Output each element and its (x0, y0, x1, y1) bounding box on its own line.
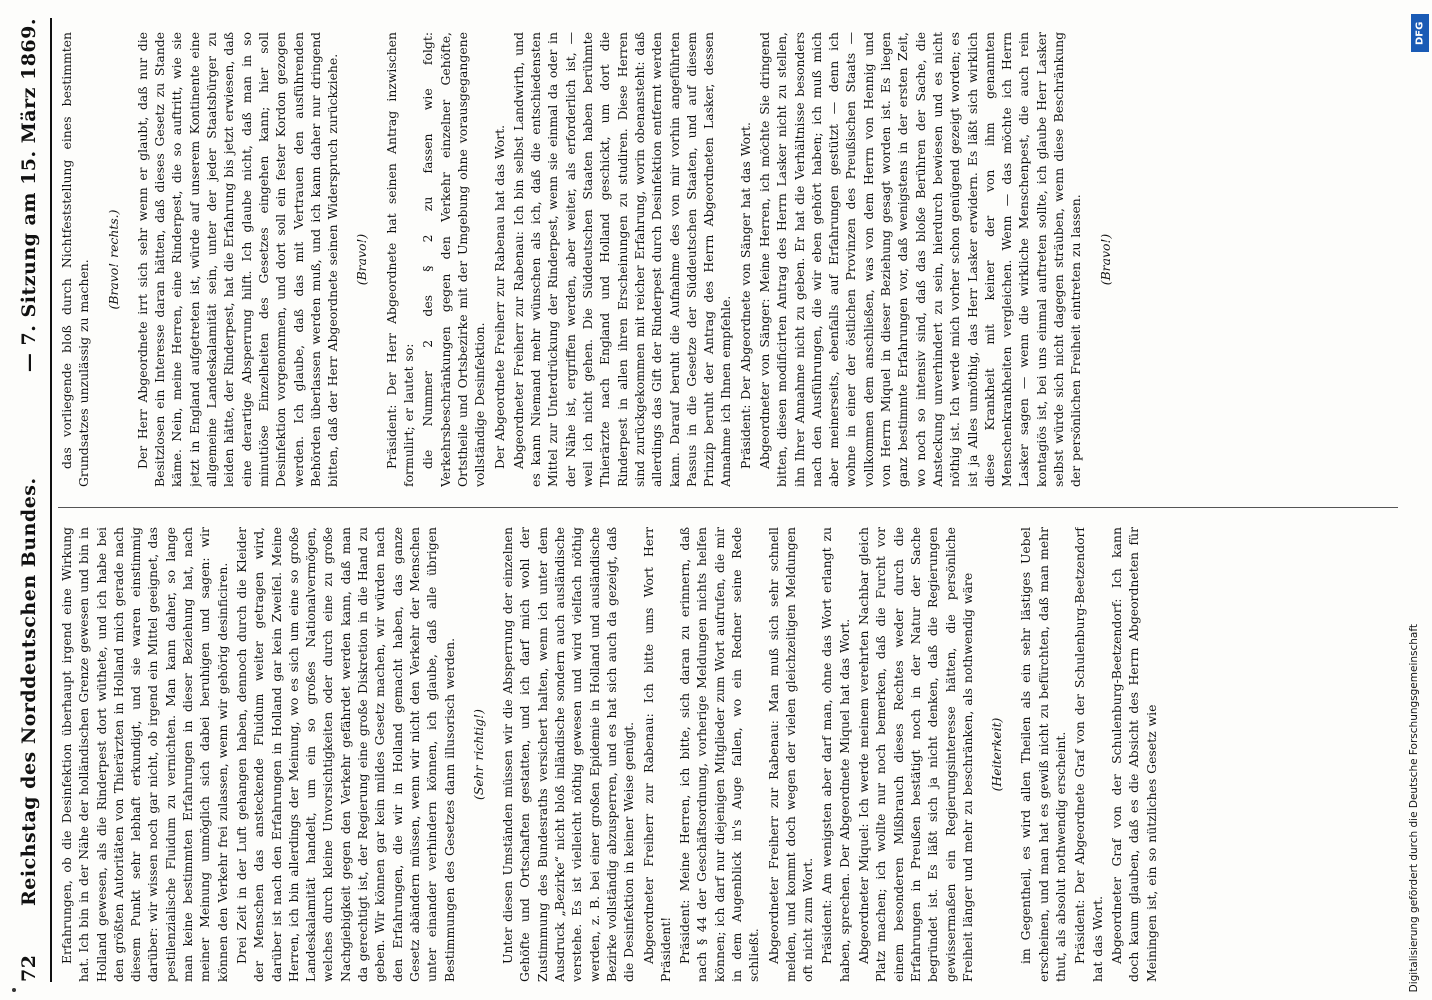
interjection: (Bravo!) (1097, 233, 1113, 286)
dfg-logo-icon: DFG (1411, 14, 1429, 52)
paragraph: Präsident: Am wenigsten aber darf man, ohne das Wort erlangt zu haben, sprechen. Der Abgeordnete Miquel hat das Wort. (819, 527, 852, 982)
paragraph: Abgeordneter von Sänger: Meine Herren, ich möchte Sie dringend bitten, diesen modificirten Antrag des Herrn Lasker nicht zu stellen, ihn Ihrer Annahme nicht zu geben. Er hat die Verhältnisse besonders nach den Ausführungen, die wir eben gehört haben; ich muß mich aber meinerseits, ebenfalls auf Erfahrungen gestützt — denn ich wohne in einer der östlichen Provinzen des Preußischen Staats — vollkommen dem anschließen, was von dem Herrn von Hennig und von Herrn Miquel in dieser Beziehung gesagt worden ist. Es liegen ganz bestimmte Erfahrungen vor, daß wenigstens in der ersten Zeit, wo noch so intensiv sind, daß das bloße Berühren der Sache, die Ansteckung unverhindert zu sein, hierdurch bewiesen und es nicht nöthig ist. Ich werde mich vorher schon genügend gezeigt worden; es ist ja Alles unnöthig, das Herr Lasker erwidern. Es läßt sich wirklich diese Krankheit mit keiner der von ihm genannten Menschenkrankheiten vergleichen. Wenn — das möchte ich Herrn Lasker sagen — wenn die wirkliche Menschenpest, die auch rein kontagiös ist, bei uns einmal auftreten sollte, ich glaube Herr Lasker selbst würde sich nicht dagegen sträuben, wenn diese Beschränkung der persönlichen Freiheit eintreten zu lassen. (756, 32, 1084, 487)
interjection: (Heiterkeit) (989, 717, 1005, 792)
digitization-credit: Digitalisierung gefördert durch die Deutsche Forschungsgemeinschaft (1408, 623, 1420, 992)
paragraph: das vorliegende bloß durch Nichtfeststellung eines bestimmten Grundsatzes unzulässig zu machen. (59, 32, 92, 487)
interjection: (Bravo! rechts.) (105, 209, 121, 310)
column-divider (58, 507, 1398, 508)
interjection: (Sehr richtig!) (470, 709, 486, 800)
paragraph: Abgeordneter Freiherr zur Rabenau: Man muß sich sehr schnell melden, und kommt doch wegen der vielen gleichzeitigen Meldungen oft nicht zum Wort. (765, 527, 816, 982)
scan-mark (12, 988, 16, 992)
header-rule (50, 18, 52, 982)
interjection: (Bravo!) (354, 233, 370, 286)
paragraph: im Gegentheil, es wird allen Theilen als ein sehr lästiges Uebel erscheinen, und man hat es gewiß nicht zu befürchten, daß man mehr thut, als absolut nothwendig erscheint. (1018, 527, 1069, 982)
page-number: 72 (18, 954, 40, 982)
running-header (16, 18, 48, 982)
paragraph: Erfahrungen, ob die Desinfektion überhaupt irgend eine Wirkung hat. Ich bin in der Nähe der holländischen Grenze gewesen und bin in Holland gewesen, als die Rinderpest dort wüthete, und ich habe bei den größten Autoritäten von Thierärzten in Holland mich gerade nach diesem Punkt sehr lebhaft erkundigt, und sie waren einstimmig darüber: wir wissen noch gar nicht, ob irgend ein Mittel geeignet, das pestilenzialische Fluidum zu vernichten. Man kann daher, so lange man keine bestimmten Erfahrungen in dieser Beziehung hat, nach meiner Meinung unmöglich sich dabei beruhigen und sagen: wir können den Verkehr frei zulassen, wenn wir gehörig desinficiren. (59, 527, 230, 982)
paragraph: die Nummer 2 des § 2 zu fassen wie folgt: Verkehrsbeschränkungen gegen den Verkehr einzelner Gehöfte, Ortstheile und Ortsbezirke mit der Umgebung ohne vorausgegangene vollständige Desinfektion. (420, 32, 488, 487)
paragraph: Präsident: Der Abgeordnete von Sänger hat das Wort. (737, 122, 753, 469)
paragraph: Drei Zeit in der Luft gehangen haben, dennoch durch die Kleider der Menschen das ansteckende Fluidum weiter getragen wird, darüber ist nach den Erfahrungen in Holland gar kein Zweifel. Meine Herren, ich bin allerdings der Meinung, wo es sich um eine so große Landeskalamität handelt, um ein so großes Nationalvermögen, welches durch kleine Unvorsichtigkeiten oder durch eine zu große Nachgiebigkeit gegen den Verkehr gefährdet werden kann, daß man da gerechtigt ist, der Regierung eine große Diskretion in die Hand zu geben. Wir können gar kein mildes Gesetz machen, wir würden nach den Erfahrungen, die wir in Holland gemacht haben, das ganze Gesetz abändern müssen, wenn wir nicht den Verkehr der Menschen unter einander verhindern können, ich glaube, daß alle übrigen Bestimmungen des Gesetzes dann illusorisch werden. (233, 527, 457, 982)
header-left-title: Reichstag des Norddeutschen Bundes. (18, 477, 40, 906)
header-right-title: — 7. Sitzung am 15. März 1869. (18, 18, 40, 373)
paragraph: Abgeordneter Freiherr zur Rabenau: Ich bitte ums Wort Herr Präsident! (640, 527, 673, 982)
right-column (58, 32, 1388, 487)
paragraph: Unter diesen Umständen müssen wir die Absperrung der einzelnen Gehöfte und Ortschaften gestatten, und ich darf mich wohl der Zustimmung des Bundesraths versichert halten, wenn ich unter dem Ausdruck „Bezirke“ nicht bloß inländische sondern auch ausländische verstehe. Es ist vielleicht nöthig gewesen und wird vielfach nöthig werden, z. B. bei einer großen Epidemie in Holland und ausländische Bezirke vollständig abzusperren, und es hat sich auch da gezeigt, daß die Desinfektion in keiner Weise genügt. (500, 527, 637, 982)
paragraph: Abgeordneter Graf von der Schulenburg-Beetzendorf: Ich kann doch kaum glauben, daß es die Absicht des Herrn Abgeordneten für Meiningen ist, ein so nützliches Gesetz wie (1108, 527, 1159, 982)
paragraph: Abgeordneter Freiherr zur Rabenau: Ich bin selbst Landwirth, und es kann Niemand mehr wünschen als ich, daß die entschiedensten Mittel zur Unterdrückung der Rinderpest, wenn sie einmal da oder in der Nähe ist, ergriffen werden, aber weiter, als erforderlich ist, — weil ich nicht gehen. Die Süddeutschen Staaten haben berühmte Thierärzte nach England und Holland geschickt, um dort die Rinderpest in allen ihren Erscheinungen zu studiren. Diese Herren sind zurückgekommen mit reicher Erfahrung, worin obenansteht: daß allerdings das Gift der Rinderpest durch Desinfektion entfernt werden kann. Darauf beruht die Aufnahme des von mir vorhin angeführten Passus in die Gesetze der Süddeutschen Staaten, und auf diesem Prinzip beruht der Antrag des Herrn Abgeordneten Lasker, dessen Annahme ich Ihnen empfehle. (510, 32, 734, 487)
paragraph: Der Herr Abgeordnete irrt sich sehr wenn er glaubt, daß nur die Besitzlosen ein Interesse daran hätten, daß dieses Gesetz zu Stande käme. Nein, meine Herren, eine Rinderpest, die so auftritt, wie sie jetzt in England aufgetreten ist, würde auf unserem Kontinente eine allgemeine Landeskalamität sein, unter der jeder Staatsbürger zu leiden hätte, der Rinderpest, hat die Erfahrung bis jetzt erwiesen, daß eine derartige Absperrung hilft. Ich glaube nicht, daß man in so minutiöse Einzelheiten des Gesetzes eingehen kann; hier soll Desinfektion vorgenommen, und dort soll ein fester Kordon gezogen werden. Ich glaube, daß das mit Vertrauen den ausführenden Behörden überlassen werden muß, und ich kann daher nur dringend bitten, daß der Herr Abgeordnete seinen Widerspruch zurückziehe. (134, 32, 341, 487)
paragraph: Abgeordneter Miquel: Ich werde meinem verehrten Nachbar gleich Platz machen; ich wollte nur noch bemerken, daß die Furcht vor einem besonderen Mißbrauch dieses Rechtes weder durch die Erfahrungen in Preußen bestätigt noch in der Natur der Sache begründet ist. Es läßt sich ja nicht denken, daß die Regierungen gewissermaßen ein Regierungsinteresse hätten, die persönliche Freiheit länger und mehr zu beschränken, als nothwendig wäre (856, 527, 975, 982)
paragraph: Präsident: Der Herr Abgeordnete hat seinen Antrag inzwischen formulirt; er lautet so: (383, 32, 417, 487)
left-column (58, 527, 1388, 982)
paragraph: Präsident: Der Abgeordnete Graf von der Schulenburg-Beetzendorf hat das Wort. (1072, 527, 1105, 982)
paragraph: Präsident: Meine Herren, ich bitte, sich daran zu erinnern, daß nach § 44 der Geschäftsordnung, vorherige Meldungen nichts helfen können; ich darf nur diejenigen Mitglieder zum Wort aufrufen, die mir in dem Augenblick in's Auge fallen, wo ein Redner seine Rede schließt. (677, 527, 762, 982)
paragraph: Der Abgeordnete Freiherr zur Rabenau hat das Wort. (491, 124, 507, 469)
